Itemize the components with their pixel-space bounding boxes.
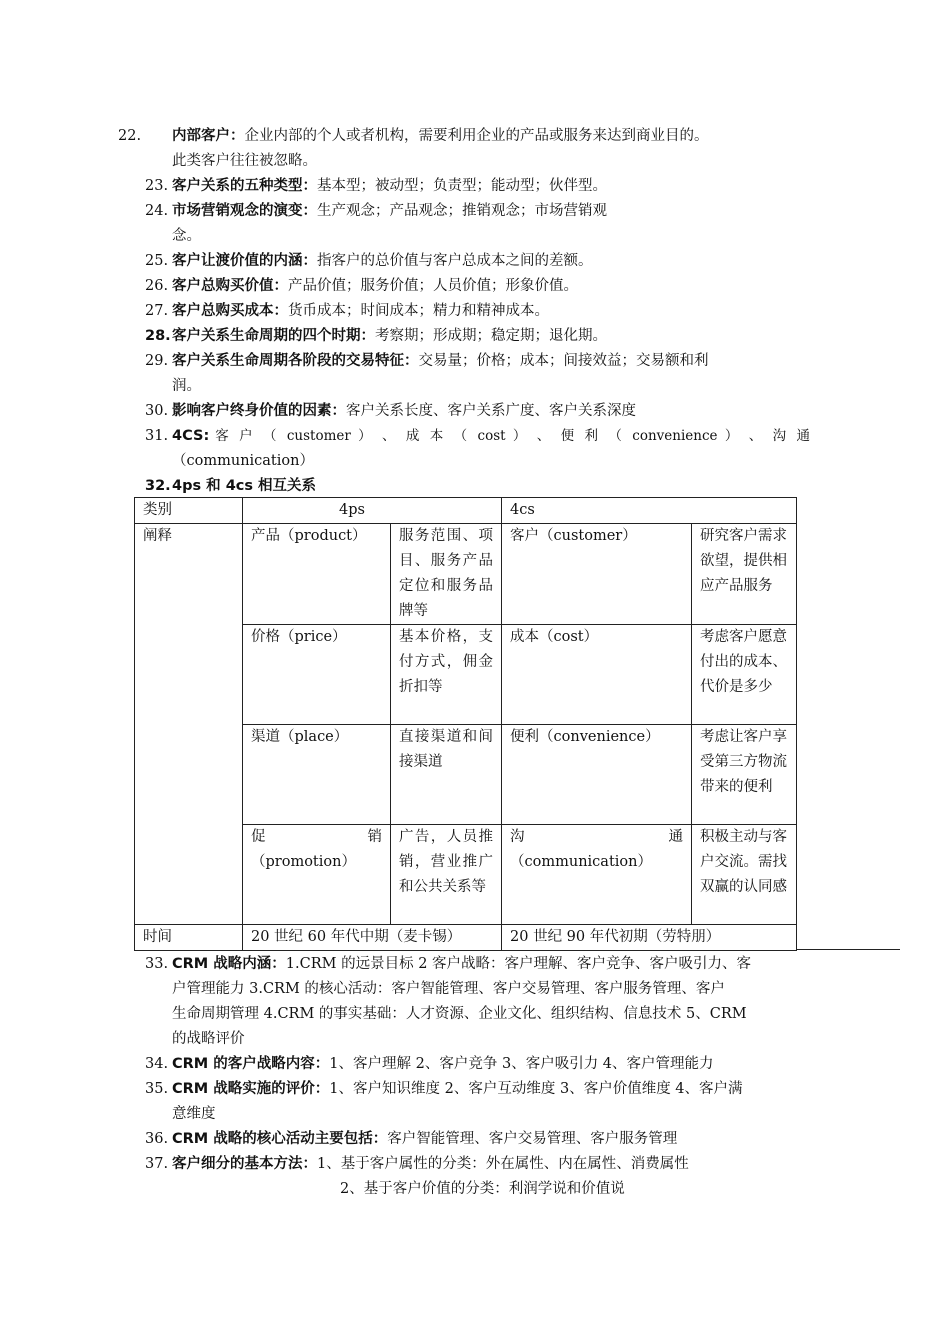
list-item-27: 27. 客户总购买成本：货币成本；时间成本；精力和精神成本。 xyxy=(145,303,549,319)
list-item-26: 26. 客户总购买价值：产品价值；服务价值；人员价值；形象价值。 xyxy=(145,278,578,294)
list-item-25: 25. 客户让渡价值的内涵：指客户的总价值与客户总成本之间的差额。 xyxy=(145,253,593,269)
header-4cs: 4cs xyxy=(502,498,797,524)
list-item-36: 36. CRM 战略的核心活动主要包括：客户智能管理、客户交易管理、客户服务管理 xyxy=(145,1131,678,1147)
header-4ps: 4ps xyxy=(243,498,502,524)
list-item-35: 35. CRM 战略实施的评价：1、客户知识维度 2、客户互动维度 3、客户价值维度 4、客户满 意维度 xyxy=(145,1081,743,1122)
4ps-4cs-table xyxy=(134,497,797,951)
header-category: 类别 xyxy=(135,498,243,524)
list-item-29: 29. 客户关系生命周期各阶段的交易特征：交易量；价格；成本；间接效益；交易额和利 润。 xyxy=(145,353,709,394)
list-item-28: 28.客户关系生命周期的四个时期：考察期；形成期；稳定期；退化期。 xyxy=(145,328,607,344)
list-item-24: 24. 市场营销观念的演变：生产观念；产品观念；推销观念；市场营销观 念。 xyxy=(145,203,607,244)
table-row: 促 销 （promotion） 广告，人员推销，营业推广和公共关系等 沟 通 （communication） 积极主动与客户交流。需找双赢的认同感 xyxy=(135,825,797,925)
table-header-row xyxy=(135,498,797,524)
term: 内部客户： xyxy=(172,128,245,144)
list-item-23: 23. 客户关系的五种类型：基本型；被动型；负责型；能动型；伙伴型。 xyxy=(145,178,607,194)
list-item-32: 32.4ps 和 4cs 相互关系 xyxy=(145,478,317,494)
table-divider xyxy=(796,949,900,950)
table-row: 价格（price） 基本价格，支付方式，佣金折扣等 成本（cost） 考虑客户愿意付出的成本、代价是多少 xyxy=(135,625,797,725)
list-item-34: 34. CRM 的客户战略内容：1、客户理解 2、客户竞争 3、客户吸引力 4、客户管理能力 xyxy=(145,1056,714,1072)
row-label-explain: 阐释 xyxy=(135,524,243,925)
list-item-22: 22. 内部客户：企业内部的个人或者机构，需要利用企业的产品或服务来达到商业目的。 此类客户往往被忽略。 xyxy=(118,128,709,169)
list-item-33: 33. CRM 战略内涵：1.CRM 的远景目标 2 客户战略：客户理解、客户竞争、客户吸引力、客 户管理能力 3.CRM 的核心活动：客户智能管理、客户交易管理、客户服务管理、客户 生命周期管理 4.CRM 的事实基础：人才资源、企业文化、组织结构、信息技术 5、CRM 的战略评价 xyxy=(145,956,752,1047)
table-row-time: 时间 20 世纪 60 年代中期（麦卡锡） 20 世纪 90 年代初期（劳特朋） xyxy=(135,925,797,951)
table-row: 渠道（place） 直接渠道和间接渠道 便利（convenience） 考虑让客户享受第三方物流带来的便利 xyxy=(135,725,797,825)
table-row: 阐释 产品（product） 服务范围、项目、服务产品定位和服务品牌等 客户（customer） 研究客户需求欲望，提供相应产品服务 xyxy=(135,524,797,625)
list-item-30: 30. 影响客户终身价值的因素：客户关系长度、客户关系广度、客户关系深度 xyxy=(145,403,636,419)
list-item-31: 31. 4CS: 客 户 （ customer ） 、 成 本 （ cost ） 、 便 利 （ convenience ） 、 沟 通 （communication） xyxy=(145,428,810,469)
list-item-37: 37. 客户细分的基本方法：1、基于客户属性的分类：外在属性、内在属性、消费属性 2、基于客户价值的分类：利润学说和价值说 xyxy=(145,1156,689,1197)
